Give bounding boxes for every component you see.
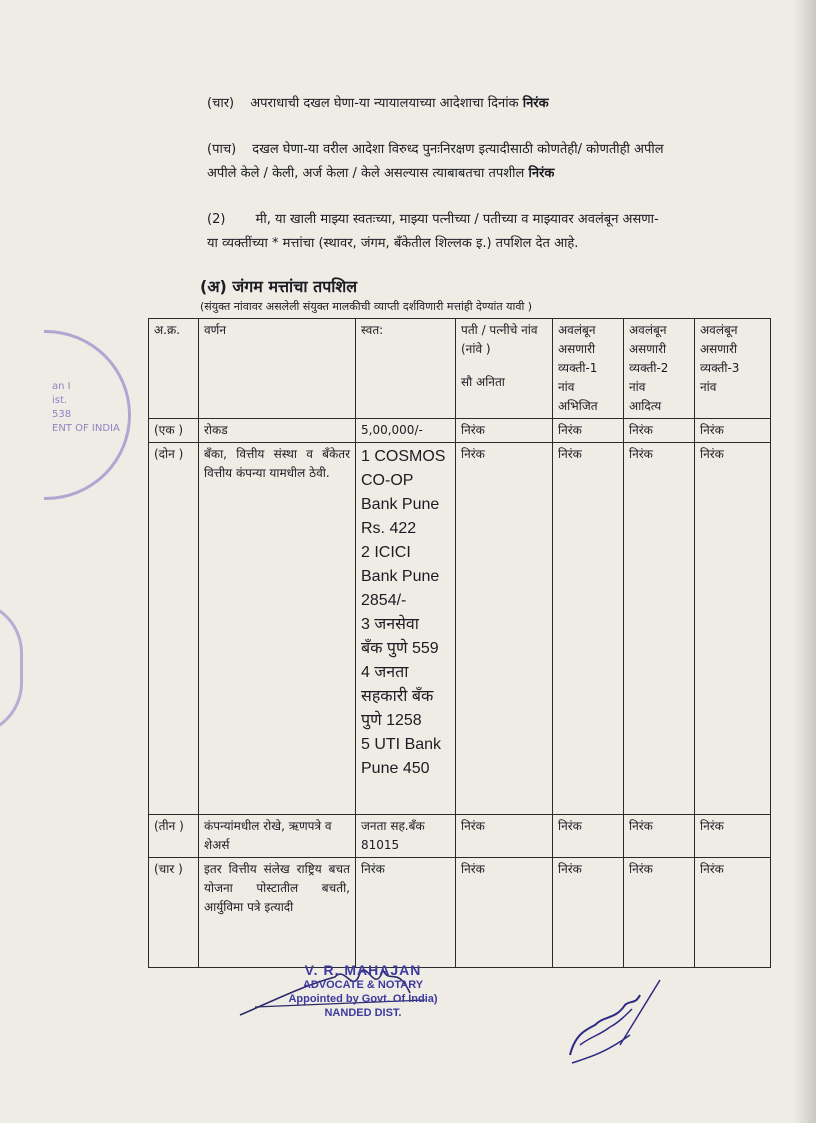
cell-self: निरंक xyxy=(356,858,456,968)
section-note: (संयुक्त नांवावर असलेली संयुक्त मालकीची व्याप्ती दर्शविणारी मत्तांही देण्यांत यावी ) xyxy=(200,300,533,313)
paragraph-pach xyxy=(207,138,747,186)
cell-dependent-2: निरंक xyxy=(624,815,695,858)
paragraph-bold: निरंक xyxy=(522,96,549,111)
bank-line: 4 जनता xyxy=(361,664,409,681)
header-spouse xyxy=(456,319,553,419)
notary-stamp xyxy=(238,962,488,1020)
seal-line: 538 xyxy=(52,409,72,420)
header-line: असणारी xyxy=(700,342,738,356)
cell-dependent-2: निरंक xyxy=(624,443,695,815)
header-sr: अ.क्र. xyxy=(149,319,199,419)
cell-dependent-1: निरंक xyxy=(553,858,624,968)
header-spouse-line: पती / पत्नीचे नांव xyxy=(461,323,538,337)
header-dependent-3 xyxy=(695,319,771,419)
header-line: असणारी xyxy=(558,342,596,356)
cell-sr: (तीन ) xyxy=(149,815,199,858)
header-line: नांव xyxy=(558,380,575,394)
cell-spouse: निरंक xyxy=(456,815,553,858)
notary-title: ADVOCATE & NOTARY xyxy=(302,979,424,991)
notary-appointment: Appointed by Govt. Of India) xyxy=(288,993,438,1005)
header-line: अवलंबून xyxy=(700,323,738,337)
paragraph-line: मी, या खाली माझ्या स्वतःच्या, माझ्या पत्नीच्या / पतीच्या व माझ्यावर अवलंबून असणा- xyxy=(255,212,659,227)
bank-line: CO-OP xyxy=(361,472,414,489)
header-line: असणारी xyxy=(629,342,667,356)
seal-text xyxy=(52,380,120,436)
bank-line: 2 ICICI xyxy=(361,544,411,561)
paragraph-label: (2) xyxy=(207,212,226,227)
cell-self: 5,00,000/- xyxy=(356,419,456,443)
cell-desc: कंपन्यांमधील रोखे, ऋणपत्रे व शेअर्स xyxy=(199,815,356,858)
seal-line: an I xyxy=(52,381,71,392)
cell-dependent-2: निरंक xyxy=(624,419,695,443)
table-header-row xyxy=(149,319,771,419)
cell-dependent-2: निरंक xyxy=(624,858,695,968)
seal-line: ENT OF INDIA xyxy=(52,423,120,434)
paragraph-label: (पाच) xyxy=(207,142,237,157)
declarant-signature xyxy=(560,975,670,1065)
section-title: (अ) जंगम मत्तांचा तपशिल xyxy=(200,277,358,296)
cell-spouse: निरंक xyxy=(456,443,553,815)
dependent-name: अभिजित xyxy=(558,399,598,413)
bank-line: Bank Pune xyxy=(361,568,440,585)
cell-self-line: जनता सह.बँक xyxy=(361,819,425,833)
cell-self-banks xyxy=(356,443,456,815)
paragraph-line: दखल घेणा-या वरील आदेशा विरुध्द पुनःनिरक्षण इत्यादीसाठी कोणतेही/ कोणतीही अपील xyxy=(252,142,664,157)
cell-desc: रोकड xyxy=(199,419,356,443)
table-row xyxy=(149,815,771,858)
header-desc: वर्णन xyxy=(199,319,356,419)
notary-name: V. R. MAHAJAN xyxy=(304,962,422,978)
cell-desc: इतर वित्तीय संलेख राष्ट्रिय बचत योजना पोस्टातील बचती, आर्युविमा पत्रे इत्यादी xyxy=(199,858,356,968)
cell-sr: (दोन ) xyxy=(149,443,199,815)
header-line: नांव xyxy=(700,380,717,394)
header-line: व्यक्ती-2 xyxy=(629,361,669,375)
cell-spouse: निरंक xyxy=(456,858,553,968)
notary-district: NANDED DIST. xyxy=(324,1007,402,1019)
bank-line: सहकारी बँक xyxy=(361,688,434,705)
cell-sr: (चार ) xyxy=(149,858,199,968)
bank-line: 1 COSMOS xyxy=(361,448,446,465)
cell-dependent-1: निरंक xyxy=(553,443,624,815)
header-line: नांव xyxy=(629,380,646,394)
spouse-name: सौ अनिता xyxy=(461,375,505,389)
header-self: स्वत: xyxy=(356,319,456,419)
paragraph-bold: निरंक xyxy=(528,166,555,181)
seal-line: ist. xyxy=(52,395,68,406)
header-line: अवलंबून xyxy=(558,323,596,337)
cell-dependent-1: निरंक xyxy=(553,419,624,443)
paragraph-two xyxy=(207,208,747,256)
paragraph-char xyxy=(207,92,549,116)
partial-seal-stamp xyxy=(0,600,23,736)
cell-self-line: 81015 xyxy=(361,838,400,852)
bank-line: Pune 450 xyxy=(361,760,430,777)
cell-desc: बँका, वित्तीय संस्था व बँकेतर वित्तीय कंपन्या यामधील ठेवी. xyxy=(199,443,356,815)
header-dependent-2 xyxy=(624,319,695,419)
cell-dependent-3: निरंक xyxy=(695,815,771,858)
header-line: व्यक्ती-1 xyxy=(558,361,598,375)
page-edge-shadow xyxy=(794,0,816,1123)
paragraph-line: या व्यक्तींच्या * मत्तांचा (स्थावर, जंगम, बँकेतील शिल्लक इ.) तपशिल देत आहे. xyxy=(207,236,579,251)
dependent-name: आदित्य xyxy=(629,399,662,413)
bank-line: Bank Pune xyxy=(361,496,440,513)
movable-assets-table xyxy=(148,318,771,968)
cell-self xyxy=(356,815,456,858)
bank-line: 2854/- xyxy=(361,592,407,609)
paragraph-line: अपीले केले / केली, अर्ज केला / केले असल्यास त्याबाबतचा तपशील xyxy=(207,166,525,181)
bank-line: 3 जनसेवा xyxy=(361,616,419,633)
cell-dependent-1: निरंक xyxy=(553,815,624,858)
table-row xyxy=(149,419,771,443)
bank-line: बँक पुणे 559 xyxy=(361,640,439,657)
cell-sr: (एक ) xyxy=(149,419,199,443)
header-line: व्यक्ती-3 xyxy=(700,361,740,375)
header-line: अवलंबून xyxy=(629,323,667,337)
paragraph-text: अपराधाची दखल घेणा-या न्यायालयाच्या आदेशाचा दिनांक xyxy=(250,96,519,111)
table-row xyxy=(149,858,771,968)
header-spouse-line: (नांवे ) xyxy=(461,342,491,356)
bank-line: पुणे 1258 xyxy=(361,712,422,729)
cell-dependent-3: निरंक xyxy=(695,858,771,968)
bank-line: 5 UTI Bank xyxy=(361,736,442,753)
cell-spouse: निरंक xyxy=(456,419,553,443)
table-row xyxy=(149,443,771,815)
bank-line: Rs. 422 xyxy=(361,520,417,537)
cell-dependent-3: निरंक xyxy=(695,419,771,443)
paragraph-label: (चार) xyxy=(207,96,235,111)
header-dependent-1 xyxy=(553,319,624,419)
cell-dependent-3: निरंक xyxy=(695,443,771,815)
